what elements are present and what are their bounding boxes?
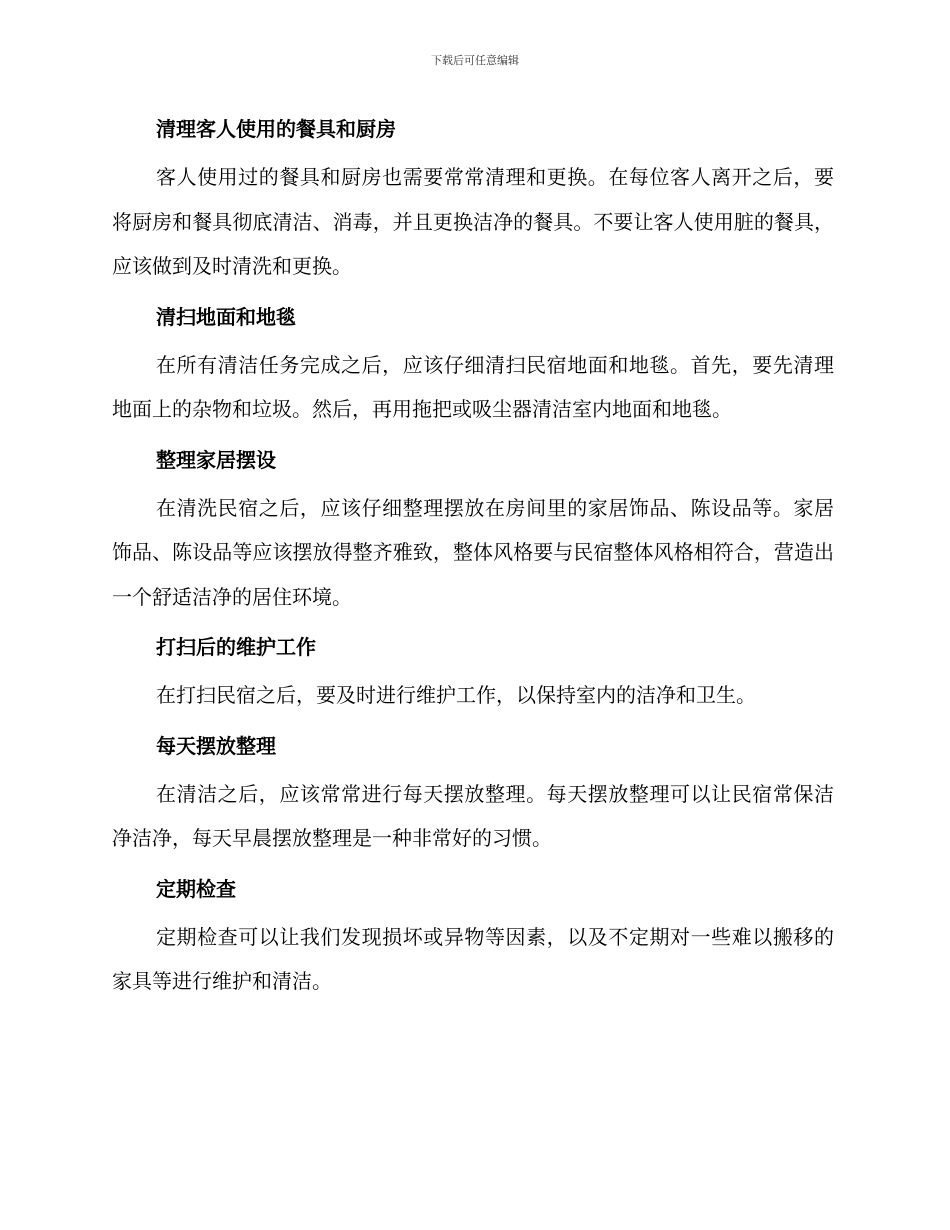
section-heading: 打扫后的维护工作 [156, 635, 316, 659]
section-heading: 定期检查 [156, 876, 236, 901]
section-heading: 每天摆放整理 [156, 733, 276, 758]
section-heading: 整理家居摆设 [156, 447, 276, 472]
section-heading: 清扫地面和地毯 [156, 304, 296, 329]
document-content [112, 112, 834, 1015]
section-paragraph: 在所有清洁任务完成之后，应该仔细清扫民宿地面和地毯。首先，要先清理地面上的杂物和垃圾。然后，再用拖把或吸尘器清洁室内地面和地毯。 [112, 352, 834, 421]
section-paragraph: 定期检查可以让我们发现损坏或异物等因素，以及不定期对一些难以搬移的家具等进行维护和清洁。 [112, 924, 834, 993]
section-paragraph: 在清洗民宿之后，应该仔细整理摆放在房间里的家居饰品、陈设品等。家居饰品、陈设品等应该摆放得整齐雅致，整体风格要与民宿整体风格相符合，营造出一个舒适洁净的居住环境。 [112, 495, 834, 609]
section-paragraph: 在打扫民宿之后，要及时进行维护工作，以保持室内的洁净和卫生。 [156, 683, 756, 707]
section-heading: 清理客人使用的餐具和厨房 [156, 117, 396, 141]
section-paragraph: 在清洁之后，应该常常进行每天摆放整理。每天摆放整理可以让民宿常保洁净洁净，每天早晨摆放整理是一种非常好的习惯。 [112, 781, 834, 850]
header-watermark: 下载后可任意编辑 [431, 54, 519, 67]
section-paragraph: 客人使用过的餐具和厨房也需要常常清理和更换。在每位客人离开之后，要将厨房和餐具彻底清洁、消毒，并且更换洁净的餐具。不要让客人使用脏的餐具，应该做到及时清洗和更换。 [112, 165, 834, 278]
